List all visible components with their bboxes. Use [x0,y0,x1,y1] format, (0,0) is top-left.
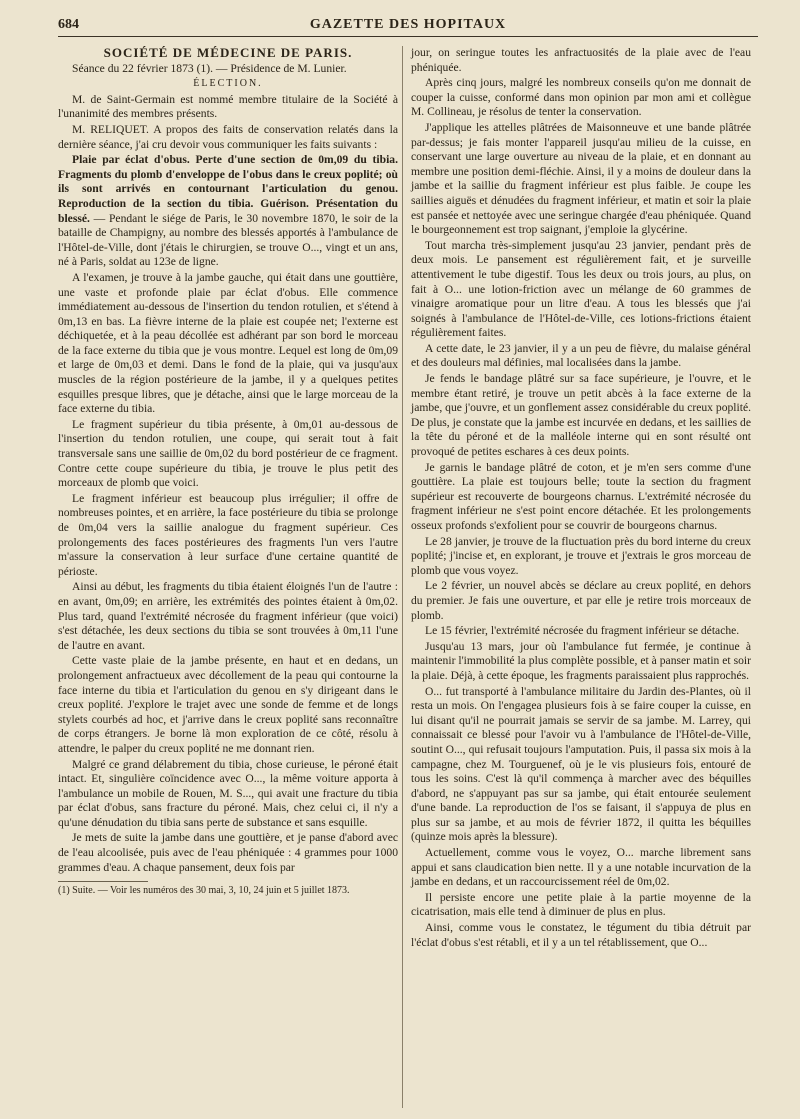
left-column [58,46,398,1108]
page-number: 684 [58,17,79,32]
paragraph: Le fragment inférieur est beaucoup plus irrégulier; il offre de nombreuses pointes, et en arrière, la face postérieure du tibia se prolonge de 0m,04 vers la saillie analogue du fragment supérieur. Ces prolongements des faces postérieures des fragments l'un vers l'autre m'assure la conservation à leur surface d'une certaine quantité de périoste. [58,491,398,578]
section-title: SOCIÉTÉ DE MÉDECINE DE PARIS. [103,46,353,60]
paragraph: Le 15 février, l'extrémité nécrosée du fragment inférieur se détache. [425,624,740,638]
paragraph: Ainsi, comme vous le constatez, le tégument du tibia détruit par l'éclat d'obus s'est rétabli, et il y a un tel rétablissement, que O... [411,921,751,949]
paragraph: Actuellement, comme vous le voyez, O... marche librement sans appui et sans claudication bien nette. Il y a une notable incurvation de la jambe en dedans, et un raccourcissement réel de 0m,02. [411,846,751,889]
paragraph: A l'examen, je trouve à la jambe gauche, qui était dans une gouttière, une vaste et profonde plaie par éclat d'obus. Elle commence immédiatement au-dessous de l'insertion du tendon rotulien, et s'étend à 0m,13 en bas. La fièvre interne de la plaie est coupée net; l'externe est déchiquetée, et à la peau décollée est adhérant par son bord le morceau de la face externe du tibia que je vous montre. Lequel est long de 0m,09 et large de 0m,03 et demi. Dans le fond de la plaie, qui va jusqu'aux muscles de la région postérieure de la jambe, il y a quelques petites esquilles presque libres, que je détache, ainsi que le large morceau de la face externe du tibia. [58,270,398,416]
paragraph: J'applique les attelles plâtrées de Maisonneuve et une bande plâtrée par-dessus; je fais monter l'appareil jusqu'au milieu de la cuisse, en conservant une large ouverture au niveau de la plaie, et en donnant au membre une position demi-fléchie. Ainsi, il y a moins de douleur dans la jambe et la saillie du fragment inférieur est plus faible. Je coupe les saillies aiguës et dénudées du fragment inférieur, et matin et soir la plaie est pansée et nettoyée avec une seringue chargée d'eau phéniquée. Quand le bourgeonnement est trop saignant, j'emploie la glycérine. [411,120,751,237]
paragraph: Je fends le bandage plâtré sur sa face supérieure, je l'ouvre, et le membre étant retiré, je trouve un petit abcès à la face externe de la jambe, que j'ouvre, et un gonflement assez considérable du creux poplité. De plus, je constate que la jambe est incurvée en dedans, et les saillies de la tête du péroné et de la malléole interne qui en sont résulté ont provoqué de petites eschares à ces deux points. [411,372,751,459]
paragraph: Après cinq jours, malgré les nombreux conseils qu'on me donnait de couper la cuisse, conformé dans mon opinion par mon ami et collègue M. Collineau, je résolus de tenter la conservation. [411,76,751,119]
paragraph: Tout marcha très-simplement jusqu'au 23 janvier, pendant près de deux mois. Le pansement est régulièrement fait, et je surveille attentivement le tube digestif. Tous les deux ou trois jours, au plus, on fait à O... une lotion-friction avec un mélange de 60 grammes de vinaigre aromatique pour un litre d'eau. A tous les blessés que j'ai soignés à l'ambulance de l'Hôtel-de-Ville, ces lotions-frictions étaient régulièrement faites. [411,238,751,340]
paragraph: Jusqu'au 13 mars, jour où l'ambulance fut fermée, je continue à maintenir l'immobilité la plus complète possible, et à panser matin et soir la plaie. Déjà, à cette époque, les fragments paraissaient plus rapprochés. [411,639,751,682]
right-column [402,46,751,1108]
page-header [58,14,758,37]
paragraph: Malgré ce grand délabrement du tibia, chose curieuse, le péroné était intact. Et, singulière coïncidence avec O..., la même voiture apporta à l'ambulance un mobile de Rouen, M. S..., qui avait une fracture du tibia par éclat d'obus, sans fracture du péroné. Mais, chez celui ci, il n'y a qu'une dénudation du tibia sans perte de substance et sans esquille. [58,757,398,829]
case-title-paragraph [58,153,398,270]
paragraph: jour, on seringue toutes les anfractuosités de la plaie avec de l'eau phéniquée. [411,46,751,74]
paragraph: Le 2 février, un nouvel abcès se déclare au creux poplité, en dehors du premier. Je fais une ouverture, et par elle je retire trois morceaux de plomb. [411,579,751,622]
case-title: Plaie par éclat d'obus. Perte d'une section de 0m,09 du tibia. Fragments du plomb d'enveloppe de l'obus dans le creux poplité; où ils sont arrivés en contournant l'articulation du genou. Reproduction de la section du tibia. Guérison. Présentation du blessé. [58,153,398,225]
paragraph: Je mets de suite la jambe dans une gouttière, et je panse d'abord avec de l'eau alcoolisée, puis avec de l'eau phéniquée : 4 grammes pour 1000 grammes d'eau. A chaque pansement, deux fois par [58,831,398,874]
footnote-rule [58,881,148,882]
paragraph: Le 28 janvier, je trouve de la fluctuation près du bord interne du creux poplité; j'incise et, en explorant, je trouve et j'extrais le gros morceau de plomb que vous voyez. [411,534,751,577]
election-subheading: ÉLECTION. [193,78,263,90]
paragraph: Ainsi au début, les fragments du tibia étaient éloignés l'un de l'autre : en avant, 0m,09; en arrière, les extrémités des pointes étaient à 0m,02. Plus tard, quand l'extrémité nécrosée du fragment inférieur (que voici) s'est détachée, les deux sections du tibia se sont trouvées à 0m,11 l'une de l'autre en avant. [58,580,398,652]
paragraph: Il persiste encore une petite plaie à la partie moyenne de la cicatrisation, mais elle tend à diminuer de plus en plus. [411,890,751,919]
running-title: GAZETTE DES HOPITAUX [309,17,507,32]
case-title-continuation: — Pendant le siége de Paris, le 30 novembre 1870, le soir de la bataille de Champigny, au nombre des blessés apportés à l'ambulance de l'Hôtel-de-Ville, dont j'étais le chirurgien, se trouve O..., vingt et un ans, né à Paris, soldat au 123e de ligne. [58,211,398,269]
reliquet-intro: M. RELIQUET. A propos des faits de conservation relatés dans la dernière séance, j'ai cru devoir vous communiquer les faits suivants : [58,122,398,151]
seance-line: Séance du 22 février 1873 (1). — Présidence de M. Lunier. [72,61,347,75]
election-paragraph: M. de Saint-Germain est nommé membre titulaire de la Société à l'unanimité des membres présents. [58,92,398,121]
paragraph: O... fut transporté à l'ambulance militaire du Jardin des-Plantes, où il resta un mois. On l'engagea plusieurs fois à se faire couper la cuisse, en lui disant qu'il ne pourrait jamais se servir de sa jambe. M. Larrey, qui connaissait ce blessé pour l'avoir vu à l'ambulance de l'Hôtel-de-Ville, soutint O..., qui refusait toujours l'amputation. Puis, il passa six mois à la campagne, chez M. Tourguenef, où je le vis plusieurs fois, entouré de tous les soins. C'est là qu'il commença à marcher avec des béquilles d'abord, ne s'appuyant pas sur sa jambe, qui était entourée seulement d'une bande. La reproduction de l'os se faisant, il s'appuya de plus en plus sur sa jambe, et au mois de février 1872, il quitta les béquilles (quinze mois après la blessure). [411,684,751,844]
paragraph: Je garnis le bandage plâtré de coton, et je m'en sers comme d'une gouttière. La plaie est toujours belle; toute la section du fragment supérieur est recouverte de bourgeons charnus. L'extrémité nécrosée du fragment inférieur ne s'est point encore détachée. Et les prolongements osseux profonds s'exfolient pour se couvrir de bourgeons charnus. [411,460,751,532]
paragraph: A cette date, le 23 janvier, il y a un peu de fièvre, du malaise général et des douleurs mal définies, mal localisées dans la jambe. [411,341,751,370]
paragraph: Le fragment supérieur du tibia présente, à 0m,01 au-dessous de l'insertion du tendon rotulien, une coupe, qui serait tout à fait transversale sans une saillie de 0m,02 du bord postérieur de ce fragment. Contre cette coupe supérieure du tibia, je trouve le plus petit des morceaux de plomb que voici. [58,417,398,490]
paragraph: Cette vaste plaie de la jambe présente, en haut et en dedans, un prolongement anfractueux avec décollement de la peau qui contourne la face interne du tibia et l'articulation du genou en s'y dirigeant dans le creux poplité. J'explore le trajet avec une sonde de femme et de longs stylets courbés ad hoc, et j'arrive dans le creux poplité sans reconnaître de corps étrangers. Je borne là mon exploration de ce côté, résolu à attendre, le palper du creux poplité ne me donnant rien. [58,654,398,755]
footnote: (1) Suite. — Voir les numéros des 30 mai, 3, 10, 24 juin et 5 juillet 1873. [58,885,350,897]
